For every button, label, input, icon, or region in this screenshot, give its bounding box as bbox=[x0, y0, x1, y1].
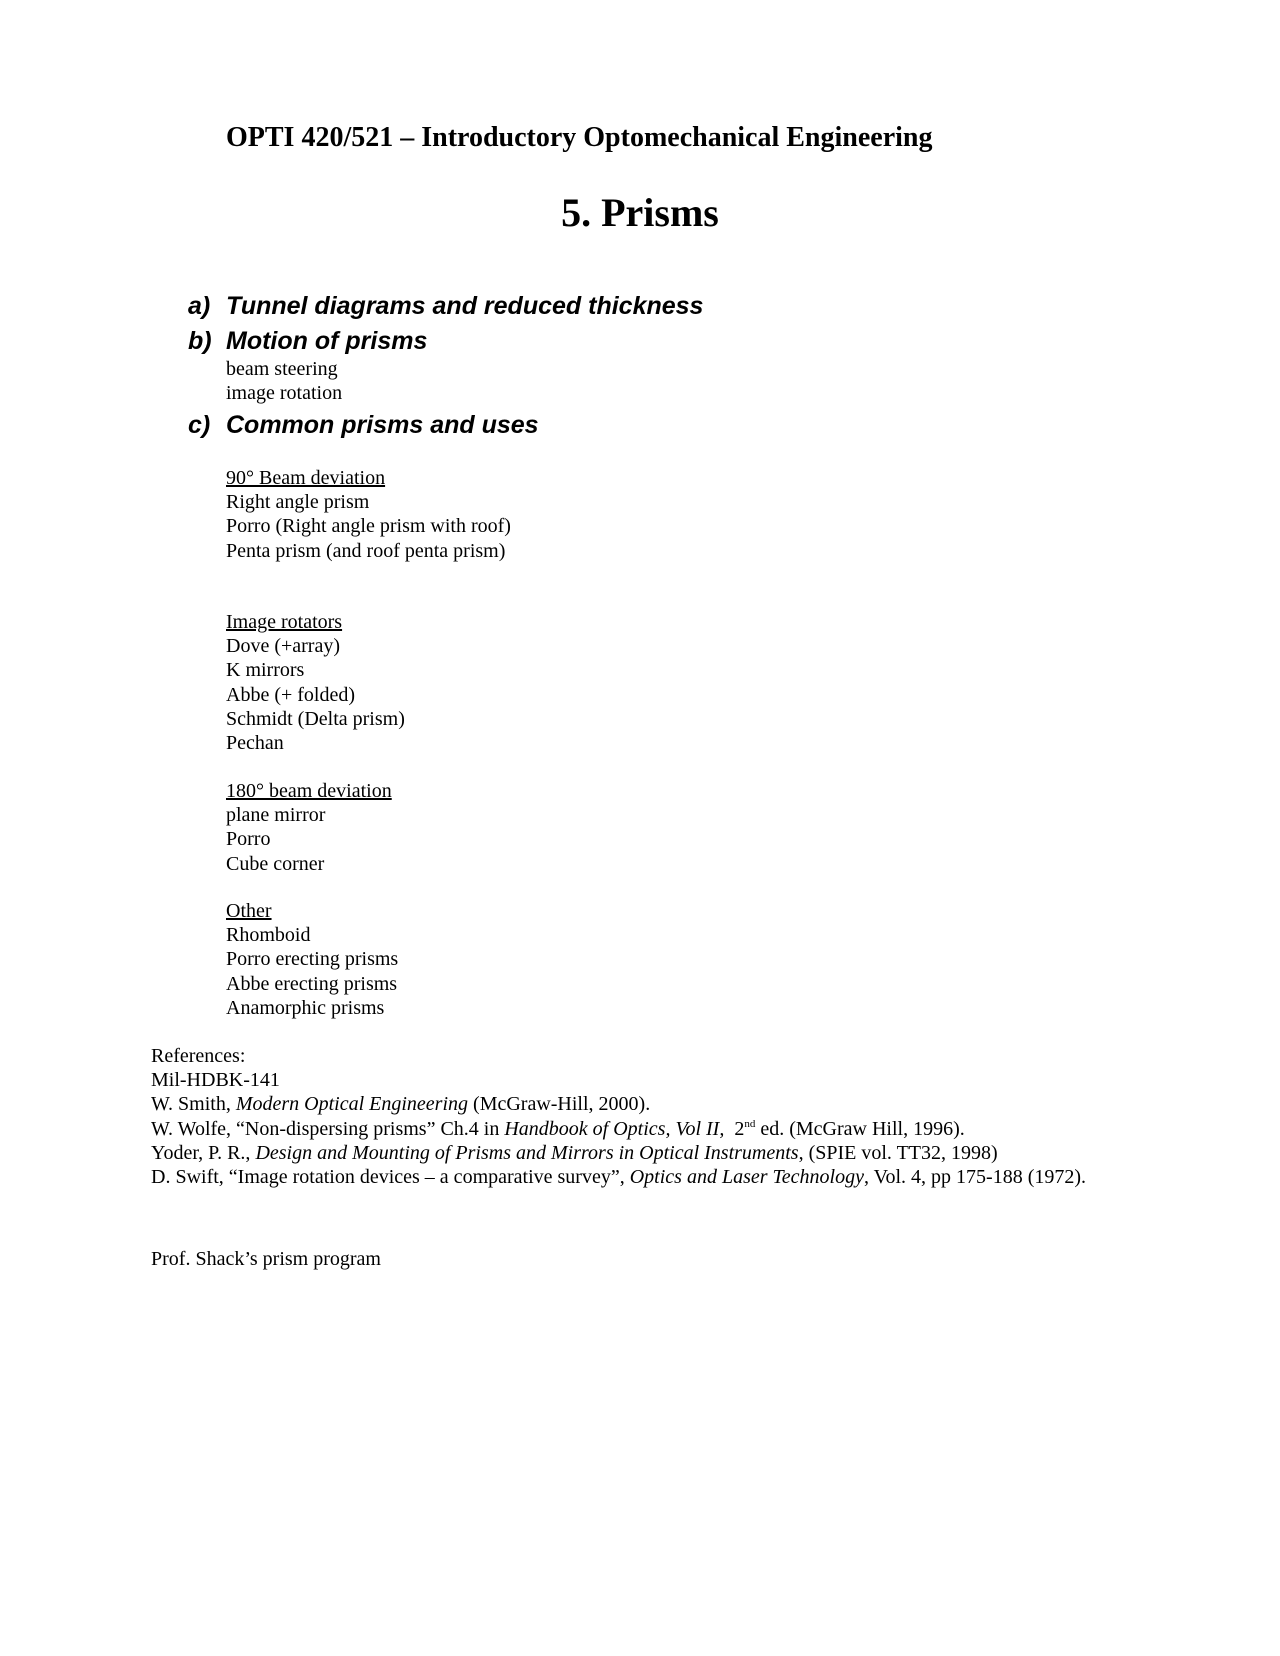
list-item: Porro erecting prisms bbox=[226, 948, 399, 971]
list-item: Penta prism (and roof penta prism) bbox=[226, 539, 506, 562]
ref-author: W. Smith, bbox=[151, 1093, 236, 1116]
motion-items bbox=[226, 357, 342, 405]
reference-wolfe bbox=[151, 1117, 1101, 1141]
list-item: Anamorphic prisms bbox=[226, 996, 385, 1019]
list-item: Cube corner bbox=[226, 852, 325, 875]
ref-edition: 2 bbox=[724, 1117, 745, 1140]
list-item: Dove (+array) bbox=[226, 635, 340, 658]
section-b bbox=[188, 325, 427, 357]
reference-yoder bbox=[151, 1141, 1101, 1165]
reference-mil-hdbk: Mil-HDBK-141 bbox=[151, 1069, 280, 1092]
list-item: Abbe (+ folded) bbox=[226, 683, 356, 706]
ref-book-title: Modern Optical Engineering bbox=[235, 1093, 469, 1116]
references bbox=[151, 1044, 1101, 1189]
list-item: plane mirror bbox=[226, 804, 326, 827]
list-item: Abbe erecting prisms bbox=[226, 972, 398, 995]
reference-smith bbox=[151, 1092, 1101, 1116]
group-heading: 180° beam deviation bbox=[226, 780, 392, 802]
chapter-title-text: 5. Prisms bbox=[561, 190, 719, 235]
ref-author: Yoder, P. R., bbox=[151, 1141, 256, 1164]
section-marker: a) bbox=[188, 292, 211, 320]
ref-author: D. Swift, “Image rotation devices – a comparative survey”, bbox=[151, 1166, 630, 1189]
course-title: OPTI 420/521 – Introductory Optomechanical Engineering bbox=[226, 122, 933, 153]
section-c bbox=[188, 409, 539, 441]
references-heading: References: bbox=[151, 1045, 246, 1067]
group-heading: Other bbox=[226, 900, 272, 922]
group-heading: Image rotators bbox=[226, 611, 343, 633]
ref-details: ed. (McGraw Hill, 1996). bbox=[755, 1117, 965, 1140]
list-item: Porro bbox=[226, 828, 271, 851]
ref-edition-suffix: nd bbox=[744, 1117, 756, 1130]
list-item: Right angle prism bbox=[226, 491, 370, 514]
ref-details: (McGraw-Hill, 2000). bbox=[468, 1093, 651, 1116]
list-item: K mirrors bbox=[226, 659, 305, 682]
section-title: Common prisms and uses bbox=[226, 411, 539, 439]
ref-book-title: Handbook of Optics, Vol II, bbox=[504, 1117, 725, 1140]
list-item: Porro (Right angle prism with roof) bbox=[226, 515, 511, 538]
ref-author: W. Wolfe, “Non-dispersing prisms” Ch.4 in bbox=[151, 1117, 505, 1140]
list-item: Schmidt (Delta prism) bbox=[226, 707, 405, 730]
list-item: beam steering bbox=[226, 358, 338, 380]
section-marker: c) bbox=[188, 411, 211, 439]
list-item: Rhomboid bbox=[226, 924, 311, 947]
ref-details: , (SPIE vol. TT32, 1998) bbox=[798, 1141, 998, 1164]
section-title: Motion of prisms bbox=[226, 327, 428, 355]
group-image-rotators bbox=[226, 610, 405, 755]
chapter-title bbox=[0, 188, 1280, 238]
group-heading: 90° Beam deviation bbox=[226, 467, 386, 489]
list-item: image rotation bbox=[226, 382, 343, 405]
group-180-beam-deviation bbox=[226, 779, 392, 876]
section-marker: b) bbox=[188, 327, 212, 355]
ref-journal-title: Optics and Laser Technology bbox=[629, 1166, 864, 1189]
list-item: Pechan bbox=[226, 731, 284, 754]
group-other bbox=[226, 899, 398, 1020]
section-a bbox=[188, 290, 703, 322]
prism-program-note: Prof. Shack’s prism program bbox=[151, 1248, 381, 1270]
ref-book-title: Design and Mounting of Prisms and Mirrors in Optical Instruments bbox=[255, 1141, 799, 1164]
section-title: Tunnel diagrams and reduced thickness bbox=[226, 292, 704, 320]
ref-details: , Vol. 4, pp 175-188 (1972). bbox=[864, 1166, 1087, 1189]
group-90-beam-deviation bbox=[226, 466, 511, 563]
reference-swift bbox=[151, 1165, 1101, 1189]
